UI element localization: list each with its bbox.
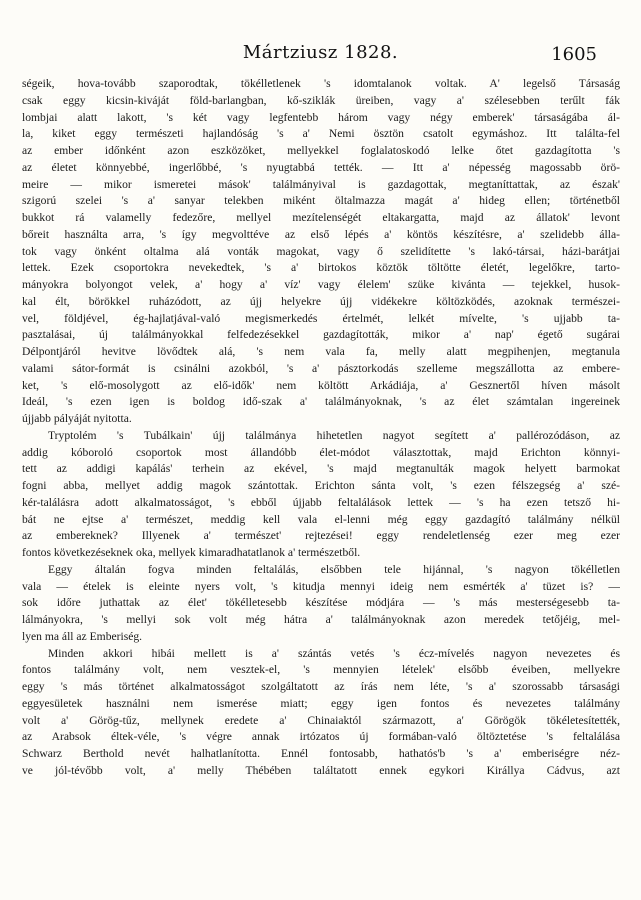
body-text — [22, 76, 620, 780]
text-line: pasztalásai, új találmányokkal felfedezésekkel gazdagították, mikor a' nap' égető sugárai — [22, 328, 620, 342]
text-line: ket, 's elő-mosolygott az elő-idők' nem költött Arkádiája, a' Gesznertől híven másolt — [22, 378, 620, 392]
text-line: fontos találmány volt, nem vesztek-el, 's mennyien lételek' elsőbb éveiben, mellyekre — [22, 663, 620, 677]
text-line: újjabb pályáját nyitotta. — [22, 412, 132, 425]
text-line: kér-találásra adott alkalmatosságot, 's ebből újjabb feltalálások lettek — 's ha ezen tetsző hi- — [22, 495, 620, 509]
text-line: volt a' Görög-tűz, mellynek eredete a' Chinaiaktól származott, a' Görögök tökéletesítették, — [22, 713, 620, 727]
paragraph-4 — [22, 646, 620, 780]
text-line: lettek. Ezek csoportokra nevekedtek, 's a' birtokos köztök töltötte életét, legelőkre, tarto- — [22, 261, 620, 275]
text-line: lyen ma áll az Emberiség. — [22, 629, 143, 643]
text-line: meire — mikor ismeretei mások' találmányival is gazdagottak, megtaníttattak, az észak' — [22, 177, 620, 191]
text-line: valami sátor-formát is csinálni azokból, 's a' pásztorkodás szelleme megszállotta az embere- — [22, 361, 620, 375]
text-line: Ideál, 's ezen igen is boldog idő-szak a' találmányoknak, 's az élet számtalan ingereinek — [22, 395, 620, 409]
page-number: 1605 — [551, 44, 597, 65]
text-line: ségeik, hova-tovább szaporodtak, tökélletlenek 's idomtalanok voltak. A' legelső Társaság — [22, 77, 620, 90]
page-title: Mártziusz 1828. — [242, 42, 399, 63]
text-line: mányokra bolyongot velek, a' hogy a' víz' vagy élelem' szüke kivánta — tejekkel, husok- — [22, 278, 620, 291]
text-line: Schwarz Berthold nevét halhatlanította. Ennél fontosabb, hathatós'b 's a' emberiségre néz- — [22, 747, 620, 760]
text-line: bukkot rá valamelly fedezőre, mellyel mezítelenségét eltakargatta, majd az állatok' levont — [22, 211, 620, 224]
text-line: la, kiket eggy természeti hajlandóság 's a' Nemi ösztön csatolt egymáshoz. Itt találta-fel — [22, 127, 620, 141]
text-line: az embereknek? Illyenek a' természet' rejtezései! eggy rendeletlenség ezer meg ezer — [22, 529, 620, 543]
text-line: ve jól-tévőbb volt, a' melly Thébében találtatott ennek egykori Királlya Cádvus, azt — [22, 763, 620, 777]
text-line: eggy 's más történet alkalmatosságot szolgáltatott az írás nem léte, 's a' szorossabb társasági — [22, 680, 620, 693]
text-line: lálmányokra, 's mellyi sok volt még hátra a' találmányoknak azon meredek tetőjéig, mel- — [22, 613, 620, 626]
text-line: Eggy általán fogva minden feltalálás, elsőbben tele hijánnal, 's nagyon tökélletlen — [48, 562, 620, 576]
text-line: eggyesületek használni nem ismerése miatt; eggy igen fontos és nevezetes találmány — [22, 696, 620, 710]
text-line: tett az addigi kapálás' terhein az ekével, 's majd megtanulták magok helyett barmokat — [22, 462, 620, 476]
text-line: szigorú szelei 's a' sanyar telekben miként öltalmazza magát a' hideg ellen; történetből — [22, 194, 620, 208]
paragraph-1 — [22, 76, 620, 428]
paragraph-3 — [22, 562, 620, 646]
text-line: sok időre juthattak az élet' tökélletesebb készítése módjára — 's más mesterségesebb ta- — [22, 596, 620, 610]
text-line: kal élt, börökkel ruházódott, az újj helyekre újj vidékekre költözködés, azoknak természei- — [22, 294, 620, 308]
running-header — [0, 36, 641, 76]
text-line: tok vagy önként oltalma alá vonták magokat, vagy ő szelidítette 's lakó-társai, házi-barátjai — [22, 244, 620, 258]
text-line: az életet könnyebbé, ingerlőbbé, 's nyugtabbá tették. — Itt a' népesség magossabb örö- — [22, 160, 620, 174]
text-line: vel, földjével, ég-hajlatjával-való megismerkedés értelmét, lelkét mívelte, 's ujjabb ta- — [22, 311, 620, 325]
text-line: bát ne ejtse a' természet, meddig kell vala el-lenni még eggy gazdagító találmány nélkül — [22, 512, 620, 526]
text-line: lombjai alatt lakott, 's két vagy legfentebb három vagy négy emberek' társaságába ál- — [22, 110, 620, 124]
text-line: fogni abba, mellyet addig magok szántottak. Erichton sánta volt, 's ezen félszegség a' szé- — [22, 479, 620, 492]
text-line: az ember időnként azon eszközöket, mellyekkel foglalatoskodó lelke őtet gazdagította 's — [22, 144, 620, 157]
text-line: bőreit használta arra, 's így megvolttéve az első lépés a' köntös készítésre, a' szelidebb álla- — [22, 227, 620, 241]
text-line: Délpontjáról hevitve lövődtek alá, 's nem vala fa, melly alatt megpihenjen, megtanula — [22, 345, 620, 358]
text-line: Tryptolém 's Tubálkain' újj találmánya hihetetlen nagyot segített a' pallérozódáson, az — [48, 428, 620, 442]
paragraph-2 — [22, 428, 620, 562]
text-line: az Arabsok éltek-véle, 's végre annak irtózatos új formában-való öltöztetése 's feltalálása — [22, 730, 620, 744]
text-line: vala — ételek is eleinte nyers volt, 's kitudja mennyi ideig nem esmérték a' tüzet is? — — [22, 579, 620, 593]
text-line: Minden akkori hibái mellett is a' szántás vetés 's écz-mívelés nagyon nevezetes és — [48, 646, 620, 660]
text-line: addig kóboroló csoportok most állandóbb élet-módot választottak, majd Erichton könnyi- — [22, 445, 620, 459]
text-line: fontos következéseknek oka, mellyek kimaradhatatlanok a' természetből. — [22, 546, 361, 559]
text-line: csak eggy kicsin-kiváját föld-barlangban, kő-sziklák üreiben, vagy a' szélesebben terűlt fák — [22, 93, 620, 107]
